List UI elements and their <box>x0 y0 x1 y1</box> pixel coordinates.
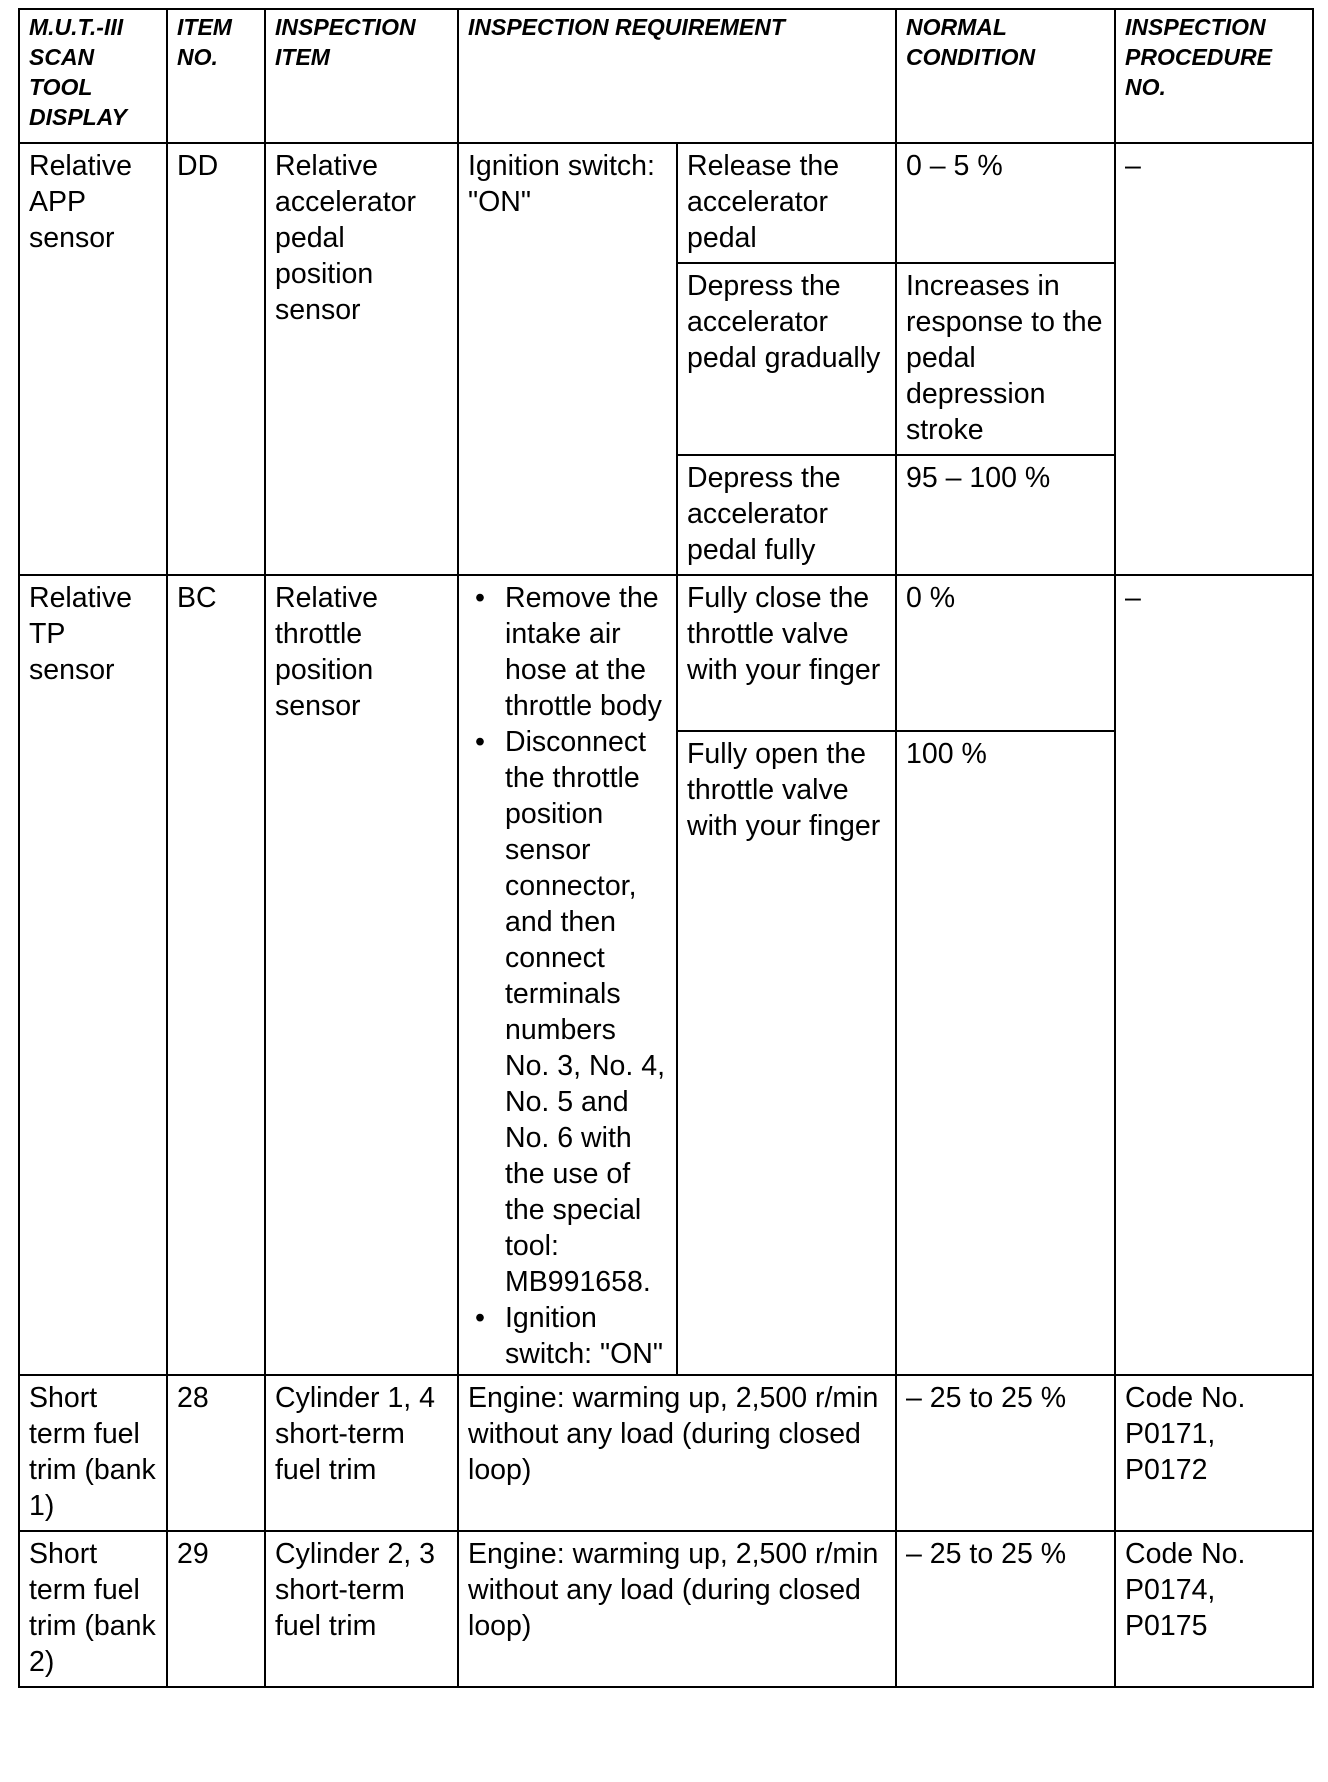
requirement-sub-cell: Depress the accelerator pedal fully <box>677 455 896 575</box>
normal-condition-cell: 100 % <box>896 731 1115 1375</box>
table-row-trim-bank1 <box>19 1375 1313 1531</box>
procedure-cell: – <box>1115 143 1313 575</box>
normal-condition-cell: – 25 to 25 % <box>896 1375 1115 1531</box>
normal-condition-cell: 95 – 100 % <box>896 455 1115 575</box>
display-cell: Short term fuel trim (bank 2) <box>19 1531 167 1687</box>
inspection-table <box>18 8 1314 1688</box>
display-cell: Relative TP sensor <box>19 575 167 1375</box>
inspection-item-cell: Cylinder 1, 4 short-term fuel trim <box>265 1375 458 1531</box>
table-row-tp <box>19 575 1313 731</box>
normal-condition-cell: – 25 to 25 % <box>896 1531 1115 1687</box>
bullet-icon: • <box>475 726 485 758</box>
list-item <box>475 580 668 724</box>
table-row-app <box>19 143 1313 263</box>
header-inspection-item: INSPECTION ITEM <box>265 9 458 143</box>
list-item-text: Disconnect the throttle position sensor connector, and then connect terminals numbers No. 3, No. 4, No. 5 and No. 6 with the use of the special tool: MB991658. <box>505 726 665 1298</box>
item-no-cell: BC <box>167 575 265 1375</box>
item-no-cell: DD <box>167 143 265 575</box>
requirement-cell: Engine: warming up, 2,500 r/min without any load (during closed loop) <box>458 1531 896 1687</box>
requirement-condition-cell: Ignition switch: "ON" <box>458 143 677 575</box>
procedure-cell: Code No. P0171, P0172 <box>1115 1375 1313 1531</box>
requirement-sub-cell: Fully close the throttle valve with your finger <box>677 575 896 731</box>
list-item-text: Remove the intake air hose at the throttle body <box>505 582 662 722</box>
header-procedure-no: INSPECTION PROCEDURE NO. <box>1115 9 1313 143</box>
table-row-trim-bank2 <box>19 1531 1313 1687</box>
bullet-icon: • <box>475 1302 485 1334</box>
inspection-item-cell: Relative throttle position sensor <box>265 575 458 1375</box>
procedure-cell: – <box>1115 575 1313 1375</box>
header-display: M.U.T.-III SCAN TOOL DISPLAY <box>19 9 167 143</box>
header-requirement: INSPECTION REQUIREMENT <box>458 9 896 143</box>
header-row <box>19 9 1313 143</box>
item-no-cell: 29 <box>167 1531 265 1687</box>
header-normal-condition: NORMAL CONDITION <box>896 9 1115 143</box>
header-item-no: ITEM NO. <box>167 9 265 143</box>
inspection-item-cell: Relative accelerator pedal position sensor <box>265 143 458 575</box>
normal-condition-cell: Increases in response to the pedal depression stroke <box>896 263 1115 455</box>
bullet-icon: • <box>475 582 485 614</box>
display-cell: Short term fuel trim (bank 1) <box>19 1375 167 1531</box>
requirement-sub-cell: Fully open the throttle valve with your finger <box>677 731 896 1375</box>
item-no-cell: 28 <box>167 1375 265 1531</box>
normal-condition-cell: 0 – 5 % <box>896 143 1115 263</box>
display-cell: Relative APP sensor <box>19 143 167 575</box>
list-item <box>475 724 668 1300</box>
normal-condition-cell: 0 % <box>896 575 1115 731</box>
list-item <box>475 1300 668 1372</box>
requirement-sub-cell: Release the accelerator pedal <box>677 143 896 263</box>
requirement-condition-cell <box>458 575 677 1375</box>
bullet-list <box>468 580 668 1372</box>
procedure-cell: Code No. P0174, P0175 <box>1115 1531 1313 1687</box>
inspection-item-cell: Cylinder 2, 3 short-term fuel trim <box>265 1531 458 1687</box>
requirement-sub-cell: Depress the accelerator pedal gradually <box>677 263 896 455</box>
list-item-text: Ignition switch: "ON" <box>505 1302 664 1370</box>
requirement-cell: Engine: warming up, 2,500 r/min without any load (during closed loop) <box>458 1375 896 1531</box>
